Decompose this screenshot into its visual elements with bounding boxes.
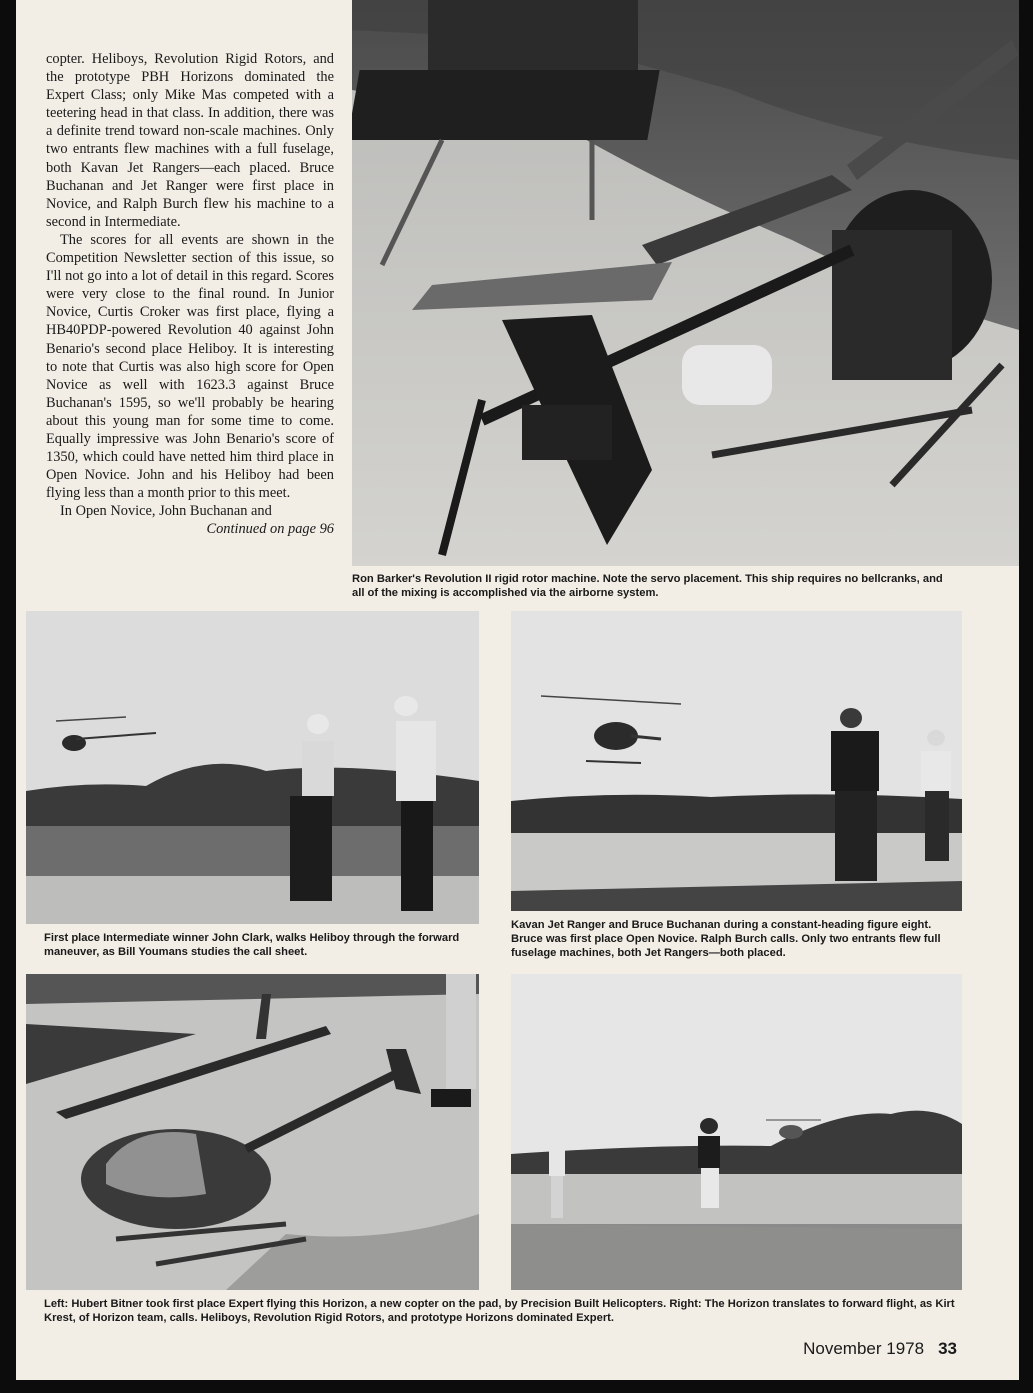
caption-middle-right: Kavan Jet Ranger and Bruce Buchanan during a constant-heading figure eight. Bruce was first place Open Novice. Ralph Burch calls. Only two entrants flew full fuselage machines, both Jet Rangers—both placed. [511,919,941,959]
photo-revolution-ii [352,0,1019,566]
caption-middle-left: First place Intermediate winner John Clark, walks Heliboy through the forward maneuver, as Bill Youmans studies the call sheet. [44,932,460,958]
caption-bottom: Left: Hubert Bitner took first place Expert flying this Horizon, a new copter on the pad, by Precision Built Helicopters. Right: The Horizon translates to forward flight, as Kirt Krest, of Horizon team, calls. Heliboys, Revolution Rigid Rotors, and prototype Horizons dominated Expert. [44,1298,955,1324]
photo-jet-ranger [511,611,962,911]
continued-line: Continued on page 96 [206,521,334,538]
page-footer [803,1339,957,1359]
issue-date: November 1978 [803,1339,925,1358]
photo-horizon-pad [26,974,479,1290]
page-number: 33 [938,1339,957,1358]
article-paragraph-1: copter. Heliboys, Revolution Rigid Rotors, and the prototype PBH Horizons dominated the Expert Class; only Mike Mas competed with a teetering head in that class. In addition, there was a definite trend toward non-scale machines. Only two entrants flew machines with a full fuselage, both Kavan Jet Rangers—each placed. Bruce Buchanan and Jet Ranger were first place in Novice, and Ralph Burch flew his machine to a second in Intermediate. [46,51,334,230]
photo-horizon-flight [511,974,962,1290]
article-column [46,50,334,539]
photo-john-clark [26,611,479,924]
article-paragraph-3: In Open Novice, John Buchanan and [60,503,272,520]
caption-top-photo: Ron Barker's Revolution II rigid rotor machine. Note the servo placement. This ship requires no bellcranks, and all of the mixing is accomplished via the airborne system. [352,573,943,599]
article-paragraph-2: The scores for all events are shown in the Competition Newsletter section of this issue, so I'll not go into a lot of detail in this regard. Scores were very close to the final round. In Junior Novice, Curtis Croker was first place, flying a HB40PDP-powered Revolution 40 against John Benario's second place Heliboy. It is interesting to note that Curtis was also high score for Open Novice as well with 1623.3 against Bruce Buchanan's 1595, so we'll probably be hearing about this young man for some time to come. Equally impressive was John Benario's score of 1350, which could have netted him third place in Open Novice. John and his Heliboy had been flying less than a month prior to this meet. [46,231,334,502]
magazine-page [16,0,1019,1380]
